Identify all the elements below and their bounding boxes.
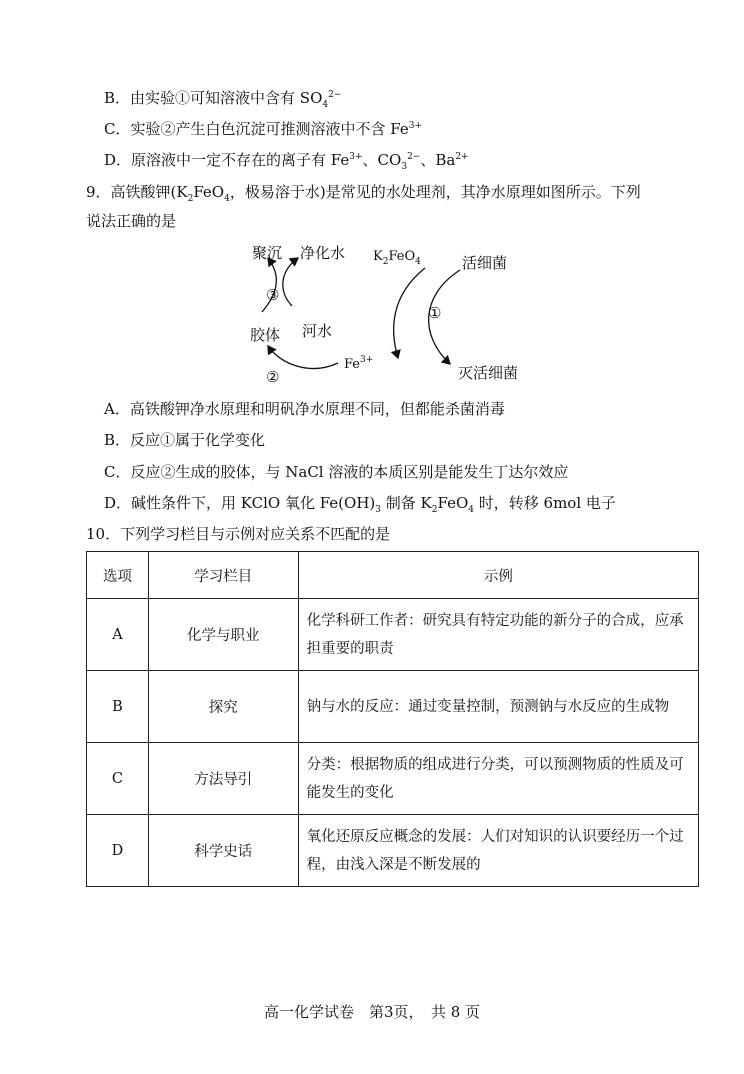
q9-option-d: D．碱性条件下，用 KClO 氧化 $Fe(OH)_3$ 制备 $K_2FeO_4$ 时，转移 6mol 电子 — [104, 494, 616, 515]
table-cell-option: B — [87, 671, 149, 743]
table-row — [87, 815, 699, 887]
table-row — [87, 671, 699, 743]
q10-table — [86, 551, 699, 887]
label-colloid: 胶体 — [250, 326, 281, 344]
table-header-row — [87, 552, 699, 599]
table-cell-column: 化学与职业 — [148, 599, 298, 671]
table-row — [87, 743, 699, 815]
q9-stem-line1: 9．高铁酸钾($K_2FeO_4$，极易溶于水)是常见的水处理剂，其净水原理如图所示。下列 — [86, 183, 641, 204]
q10-stem: 10．下列学习栏目与示例对应关系不匹配的是 — [86, 525, 391, 543]
label-fe3: $Fe^{3+}$ — [344, 355, 374, 372]
table-cell-column: 方法导引 — [148, 743, 298, 815]
table-cell-option: D — [87, 815, 149, 887]
table-cell-example: 氧化还原反应概念的发展：人们对知识的认识要经历一个过程，由浅入深是不断发展的 — [298, 815, 698, 887]
page-footer: 高一化学试卷 第3页， 共 8 页 — [263, 1003, 481, 1021]
table-cell-option: A — [87, 599, 149, 671]
table-cell-column: 科学史话 — [148, 815, 298, 887]
water-purification-diagram — [240, 236, 540, 386]
q9-stem-line2: 说法正确的是 — [86, 212, 177, 230]
q8-option-c: C．实验②产生白色沉淀可推测溶液中不含 $Fe^{3+}$ — [104, 120, 422, 138]
q9-option-b: B．反应①属于化学变化 — [104, 431, 266, 449]
q8-option-b: B．由实验①可知溶液中含有 $SO_4^{2-}$ — [104, 89, 342, 110]
table-cell-column: 探究 — [148, 671, 298, 743]
table-header: 示例 — [298, 552, 698, 599]
arc-to-purified-water — [283, 258, 298, 306]
label-river-water: 河水 — [302, 322, 333, 340]
label-k2feo4: $K_2FeO_4$ — [373, 249, 421, 267]
table-cell-example: 分类：根据物质的组成进行分类，可以预测物质的性质及可能发生的变化 — [298, 743, 698, 815]
label-step-2: ② — [266, 368, 280, 386]
label-coagulation: 聚沉 — [252, 244, 283, 262]
label-inactivated-bacteria: 灭活细菌 — [458, 364, 519, 382]
q8-option-d: D．原溶液中一定不存在的离子有 $Fe^{3+}$、$CO_3^{2-}$、$Ba^{2+}$ — [104, 151, 469, 172]
arc-fe-to-colloid — [268, 346, 338, 368]
label-purified-water: 净化水 — [300, 244, 346, 262]
label-step-3: ③ — [266, 286, 280, 304]
arc-k2feo4-to-fe — [394, 268, 425, 358]
label-live-bacteria: 活细菌 — [462, 254, 508, 272]
table-cell-option: C — [87, 743, 149, 815]
label-step-1: ① — [428, 304, 442, 322]
table-cell-example: 钠与水的反应：通过变量控制，预测钠与水反应的生成物 — [298, 671, 698, 743]
q9-option-a: A．高铁酸钾净水原理和明矾净水原理不同，但都能杀菌消毒 — [104, 400, 505, 418]
table-header: 学习栏目 — [148, 552, 298, 599]
table-header: 选项 — [87, 552, 149, 599]
table-cell-example: 化学科研工作者：研究具有特定功能的新分子的合成，应承担重要的职责 — [298, 599, 698, 671]
q9-option-c: C．反应②生成的胶体，与 NaCl 溶液的本质区别是能发生丁达尔效应 — [104, 463, 569, 481]
table-row — [87, 599, 699, 671]
